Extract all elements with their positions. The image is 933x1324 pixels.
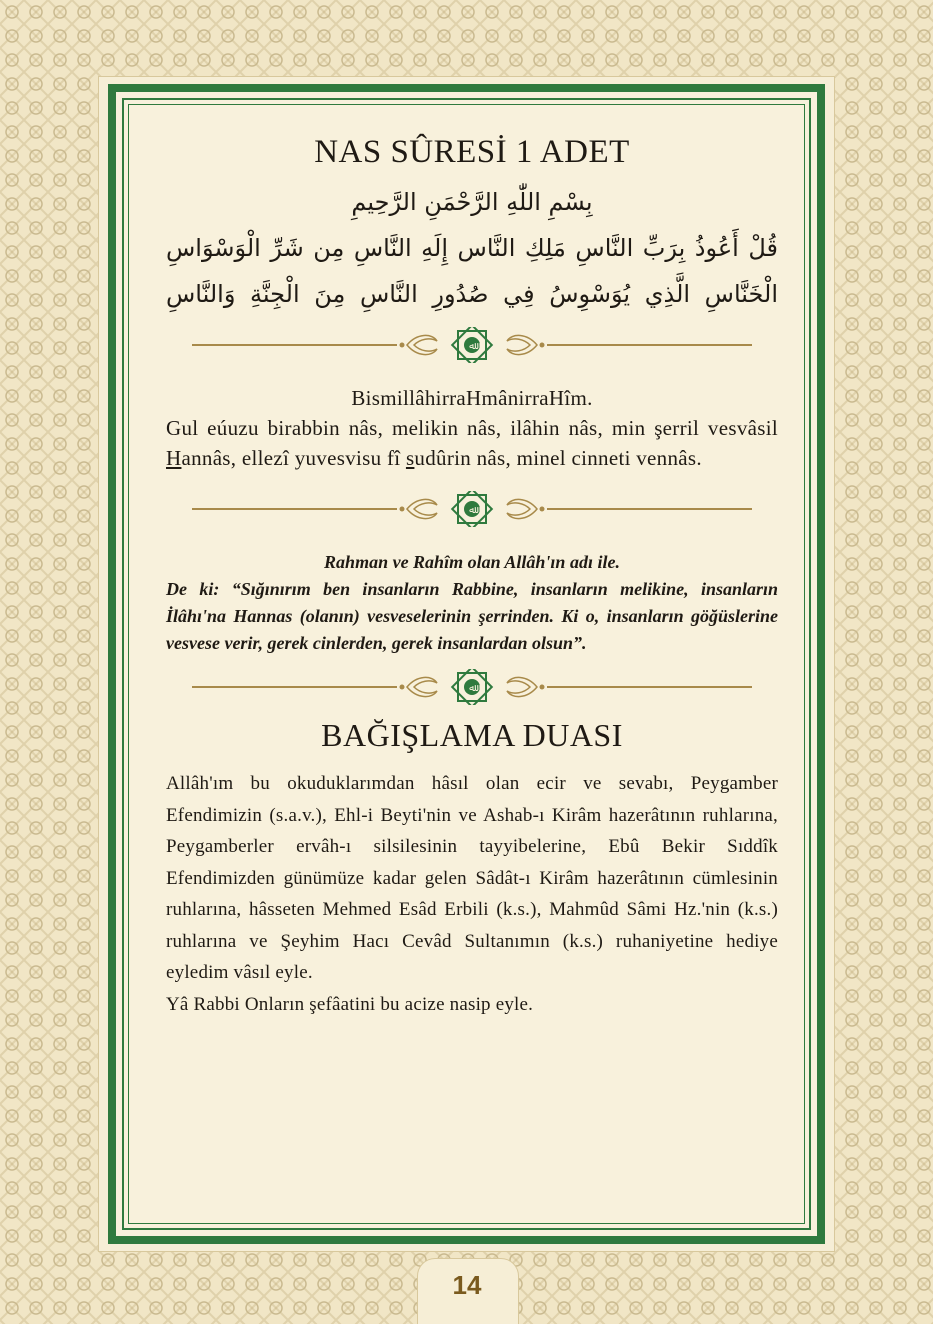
arabic-line-1: قُلْ أَعُوذُ بِرَبِّ النَّاسِ مَلِكِ النَّاس إِلَهِ النَّاسِ مِن شَرِّ الْوَسْوَاسِ bbox=[166, 234, 778, 262]
meaning-basmala: Rahman ve Rahîm olan Allâh'ın adı ile. bbox=[324, 552, 620, 572]
svg-text:ﷲ: ﷲ bbox=[469, 505, 475, 516]
meaning-body: De ki: “Sığınırım ben insanların Rabbine, insanların melikine, insanların İlâhı'na Hannas (olanın) vesveselerinin şerrinden. Ki o, insanların göğüslerine vesvese verir, gerek cinlerden, gerek insanlardan olsun”. bbox=[166, 579, 778, 653]
floral-divider-icon bbox=[192, 327, 752, 363]
turkish-meaning bbox=[166, 549, 778, 657]
svg-text:ﷲ: ﷲ bbox=[469, 341, 475, 352]
page-number: 14 bbox=[452, 1270, 482, 1300]
transliteration bbox=[166, 383, 778, 473]
transliteration-underlined-s: s bbox=[405, 446, 415, 470]
green-frame bbox=[108, 84, 825, 1244]
dua-closing-line: Yâ Rabbi Onların şefâatini bu acize nasip eyle. bbox=[166, 993, 534, 1015]
arabic-line-2: الْخَنَّاسِ الَّذِي يُوَسْوِسُ فِي صُدُورِ النَّاسِ مِنَ الْجِنَّةِ وَالنَّاسِ bbox=[166, 280, 778, 308]
arabic-basmala: بِسْمِ اللّٰهِ الرَّحْمَنِ الرَّحِيمِ bbox=[351, 188, 593, 216]
dua-body: Allâh'ım bu okuduklarımdan hâsıl olan ecir ve sevabı, Peygamber Efendimizin (s.a.v.), Ehl-i Beyti'nin ve Ashab-ı Kirâm hazerâtının ruhlarına, Peygamberler ervâh-ı silsilesinin tayyibelerine, Ebû Bekir Sıddîk Efendimizden günümüze kadar gelen Sâdât-ı Kirâm hazerâtının cümlesinin ruhlarına, hâsseten Mehmed Esâd Erbili (k.s.), Mahmûd Sâmi Hz.'nin (k.s.) ruhlarına ve Şeyhim Hacı Cevâd Sultanımın (k.s.) ruhaniyetine hediye eyledim vâsıl eyle. bbox=[166, 773, 778, 983]
page-content bbox=[166, 132, 778, 1020]
floral-divider-icon bbox=[192, 669, 752, 705]
svg-text:ﷲ: ﷲ bbox=[469, 683, 475, 694]
transliteration-body-c: udûrin nâs, minel cinneti vennâs. bbox=[414, 446, 702, 470]
transliteration-underlined-h: H bbox=[166, 446, 182, 470]
transliteration-body-a: Gul eúuzu birabbin nâs, melikin nâs, ilâhin nâs, min şerril vesvâsil bbox=[166, 416, 778, 440]
dua-text bbox=[166, 768, 778, 1020]
transliteration-basmala: BismillâhirraHmânirraHîm. bbox=[351, 386, 593, 410]
arabic-text bbox=[166, 179, 778, 317]
floral-divider-icon bbox=[192, 491, 752, 527]
dua-section-title: BAĞIŞLAMA DUASI bbox=[321, 717, 623, 753]
page-title: NAS SÛRESİ 1 ADET bbox=[314, 134, 630, 170]
transliteration-body-b: annâs, ellezî yuvesvisu fî bbox=[181, 446, 406, 470]
